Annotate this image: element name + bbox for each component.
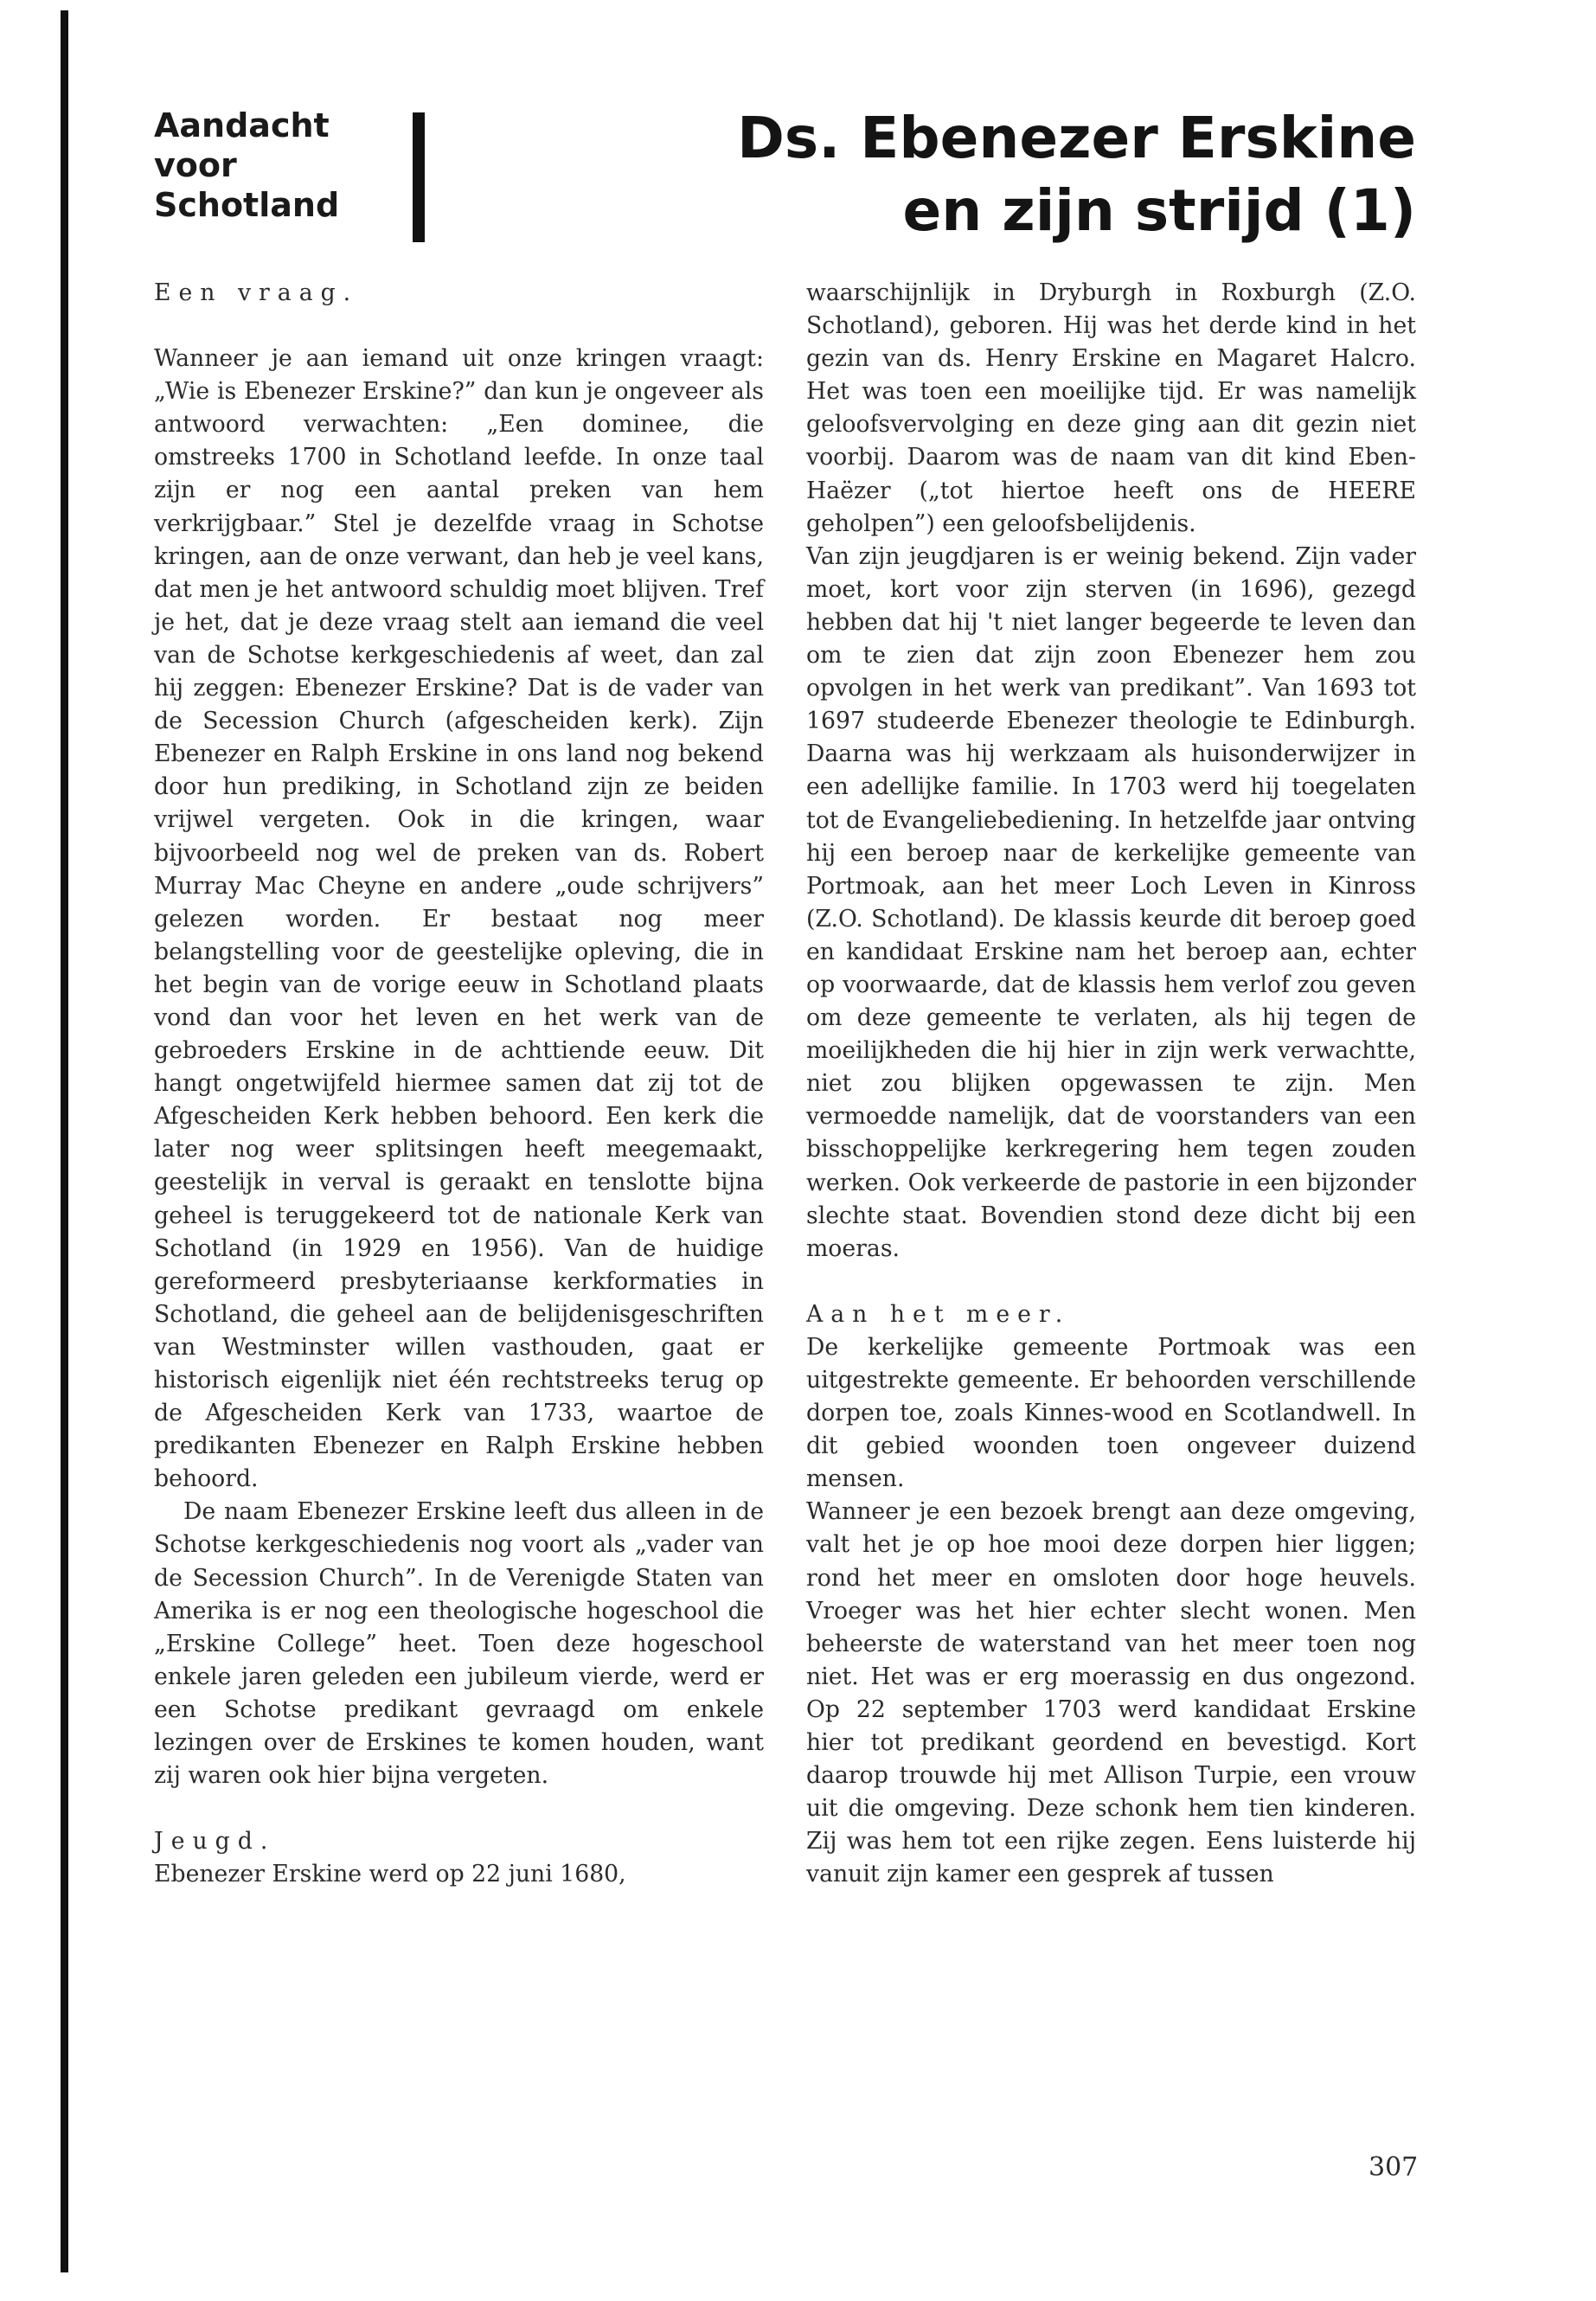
rubric-line: voor [154, 146, 237, 184]
paragraph: Van zijn jeugdjaren is er weinig bekend. Zijn vader moet, kort voor zijn sterven (in 1696), gezegd hebben dat hij 't niet langer begeerde te leven dan om te zien dat zijn zoon Ebenezer hem zou opvolgen in het werk van predikant”. Van 1693 tot 1697 studeerde Ebenezer theologie te Edinburgh. Daarna was hij werkzaam als huisonderwijzer in een adellijke familie. In 1703 werd hij toegelaten tot de Evangeliebediening. In hetzelfde jaar ontving hij een beroep naar de kerkelijke gemeente van Portmoak, aan het meer Loch Leven in Kinross (Z.O. Schotland). De klassis keurde dit beroep goed en kandidaat Erskine nam het beroep aan, echter op voorwaarde, dat de klassis hem verlof zou geven om deze gemeente te verlaten, als hij tegen de moeilijkheden die hij hier in zijn werk verwachtte, niet zou blijken opgewassen te zijn. Men vermoedde namelijk, dat de voorstanders van een bisschoppelijke kerkregering hem tegen zouden werken. Ook verkeerde de pastorie in een bijzonder slechte staat. Bovendien stond deze dicht bij een moeras. [806, 542, 1416, 1262]
section-heading-een-vraag: Een vraag. [154, 279, 359, 306]
page-number: 307 [1368, 2152, 1419, 2182]
title-line: Ds. Ebenezer Erskine [737, 105, 1416, 171]
section-heading-aan-het-meer: Aan het meer. [806, 1300, 1071, 1328]
paragraph: Wanneer je aan iemand uit onze kringen vraagt: „Wie is Ebenezer Erskine?” dan kun je ongeveer als antwoord verwachten: „Een dominee, die omstreeks 1700 in Schotland leefde. In onze taal zijn er nog een aantal preken van hem verkrijgbaar.” Stel je dezelfde vraag in Schotse kringen, aan de onze verwant, dan heb je veel kans, dat men je het antwoord schuldig moet blijven. Tref je het, dat je deze vraag stelt aan iemand die veel van de Schotse kerkgeschiedenis af weet, dan zal hij zeggen: Ebenezer Erskine? Dat is de vader van de Secession Church (afgescheiden kerk). Zijn Ebenezer en Ralph Erskine in ons land nog bekend door hun prediking, in Schotland zijn ze beiden vrijwel vergeten. Ook in die kringen, waar bijvoorbeeld nog wel de preken van ds. Robert Murray Mac Cheyne en andere „oude schrijvers” gelezen worden. Er bestaat nog meer belangstelling voor de geestelijke opleving, die in het begin van de vorige eeuw in Schotland plaats vond dan voor het leven en het werk van de gebroeders Erskine in de achttiende eeuw. Dit hangt ongetwijfeld hiermee samen dat zij tot de Afgescheiden Kerk hebben behoord. Een kerk die later nog weer splitsingen heeft meegemaakt, geestelijk in verval is geraakt en tenslotte bijna geheel is teruggekeerd tot de nationale Kerk van Schotland (in 1929 en 1956). Van de huidige gereformeerd presbyteriaanse kerkformaties in Schotland, die geheel aan de belijdenisgeschriften van Westminster willen vasthouden, gaat er historisch eigenlijk niet één rechtstreeks terug op de Afgescheiden Kerk van 1733, waartoe de predikanten Ebenezer en Ralph Erskine hebben behoord. [154, 345, 764, 1493]
paragraph: waarschijnlijk in Dryburgh in Roxburgh (Z.O. Schotland), geboren. Hij was het derde kind in het gezin van ds. Henry Erskine en Magaret Halcro. Het was toen een moeilijke tijd. Er was namelijk geloofsvervolging en deze ging aan dit gezin niet voorbij. Daarom was de naam van dit kind Eben-Haëzer („tot hiertoe heeft ons de HEERE geholpen”) een geloofsbelijdenis. [806, 279, 1416, 537]
title-line: en zijn strijd (1) [902, 177, 1416, 244]
article-title [737, 102, 1416, 247]
section-heading-jeugd: Jeugd. [154, 1828, 276, 1856]
scan-margin-bar [61, 10, 68, 2272]
title-divider-rule [413, 112, 425, 242]
column-rubric [154, 106, 362, 225]
paragraph: De naam Ebenezer Erskine leeft dus alleen in de Schotse kerkgeschiedenis nog voort als „vader van de Secession Church”. In de Verenigde Staten van Amerika is er nog een theologische hogeschool die „Erskine College” heet. Toen deze hogeschool enkele jaren geleden een jubileum vierde, werd er een Schotse predikant gevraagd om enkele lezingen over de Erskines te komen houden, want zij waren ook hier bijna vergeten. [154, 1498, 764, 1790]
paragraph: Wanneer je een bezoek brengt aan deze omgeving, valt het je op hoe mooi deze dorpen hier liggen; rond het meer en omsloten door hoge heuvels. Vroeger was het hier echter slecht wonen. Men beheerste de waterstand van het meer toen nog niet. Het was er erg moerassig en dus ongezond. Op 22 september 1703 werd kandidaat Erskine hier tot predikant geordend en bevestigd. Kort daarop trouwde hij met Allison Turpie, een vrouw uit die omgeving. Deze schonk hem tien kinderen. Zij was hem tot een rijke zegen. Eens luisterde hij vanuit zijn kamer een gesprek af tussen [806, 1498, 1416, 1888]
paragraph: De kerkelijke gemeente Portmoak was een uitgestrekte gemeente. Er behoorden verschillende dorpen toe, zoals Kinnes-wood en Scotlandwell. In dit gebied woonden toen ongeveer duizend mensen. [806, 1333, 1416, 1493]
paragraph: Ebenezer Erskine werd op 22 juni 1680, [154, 1861, 626, 1888]
rubric-line: Aandacht [154, 106, 330, 144]
left-column [154, 277, 764, 1891]
right-column [806, 277, 1416, 1892]
rubric-line: Schotland [154, 186, 340, 224]
